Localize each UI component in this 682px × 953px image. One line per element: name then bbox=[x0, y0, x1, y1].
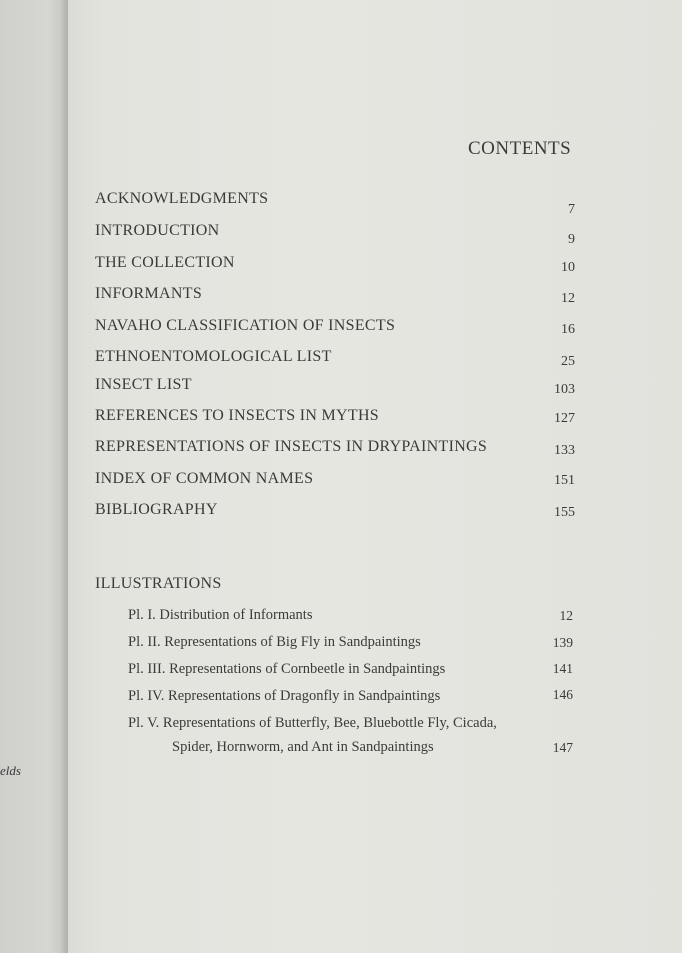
toc-entry-label: THE COLLECTION bbox=[95, 254, 235, 271]
toc-entry-label: REPRESENTATIONS OF INSECTS IN DRYPAINTINGS bbox=[95, 438, 488, 455]
toc-entry bbox=[95, 501, 575, 525]
illustration-label-continuation: Spider, Hornworm, and Ant in Sandpaintings bbox=[172, 739, 434, 755]
toc-entry bbox=[95, 190, 575, 217]
toc-entry-label: ETHNOENTOMOLOGICAL LIST bbox=[95, 348, 332, 365]
toc-entry-page: 127 bbox=[554, 411, 575, 426]
toc-entry-page: 151 bbox=[554, 473, 575, 488]
illustration-page: 12 bbox=[559, 608, 573, 623]
illustration-entry bbox=[128, 661, 573, 683]
toc-entry bbox=[95, 376, 575, 400]
toc-entry bbox=[95, 470, 575, 494]
illustration-page: 141 bbox=[552, 661, 573, 676]
toc-entry-page: 9 bbox=[568, 232, 575, 247]
illustration-label: Pl. IV. Representations of Dragonfly in Sandpaintings bbox=[128, 688, 441, 704]
toc-entry-label: REFERENCES TO INSECTS IN MYTHS bbox=[95, 407, 379, 424]
toc-entry-page: 16 bbox=[561, 322, 575, 337]
toc-entry-label: INDEX OF COMMON NAMES bbox=[95, 470, 314, 487]
illustration-label: Pl. I. Distribution of Informants bbox=[128, 607, 313, 623]
illustration-label: Pl. III. Representations of Cornbeetle in Sandpaintings bbox=[128, 661, 446, 677]
toc-entry bbox=[95, 254, 575, 278]
illustration-page: 146 bbox=[552, 687, 573, 702]
toc-entry bbox=[95, 348, 575, 372]
illustration-label: Pl. V. Representations of Butterfly, Bee, Bluebottle Fly, Cicada, bbox=[128, 715, 497, 731]
illustrations-heading: ILLUSTRATIONS bbox=[95, 575, 222, 592]
toc-entry bbox=[95, 407, 575, 431]
illustration-entry bbox=[128, 688, 573, 710]
illustration-page: 147 bbox=[552, 740, 573, 755]
illustration-entry bbox=[128, 607, 573, 629]
contents-heading: CONTENTS bbox=[468, 138, 572, 159]
toc-entry-page: 10 bbox=[561, 260, 575, 275]
toc-entry-label: INSECT LIST bbox=[95, 376, 192, 393]
toc-entry bbox=[95, 285, 575, 309]
illustration-label: Pl. II. Representations of Big Fly in Sandpaintings bbox=[128, 634, 421, 650]
toc-entry bbox=[95, 317, 575, 341]
toc-entry-label: NAVAHO CLASSIFICATION OF INSECTS bbox=[95, 317, 396, 334]
toc-entry-page: 133 bbox=[554, 443, 575, 458]
toc-entry-label: INTRODUCTION bbox=[95, 222, 220, 239]
toc-entry-label: ACKNOWLEDGMENTS bbox=[95, 190, 269, 207]
illustration-entry bbox=[128, 634, 573, 656]
toc-entry-page: 25 bbox=[561, 354, 575, 369]
toc-entry-page: 12 bbox=[561, 291, 575, 306]
toc-entry bbox=[95, 222, 575, 246]
toc-entry bbox=[95, 438, 575, 462]
left-page-edge bbox=[0, 0, 68, 953]
toc-entry-label: INFORMANTS bbox=[95, 285, 203, 302]
illustration-entry bbox=[128, 715, 573, 763]
toc-entry-page: 7 bbox=[568, 202, 575, 217]
toc-entry-page: 155 bbox=[554, 505, 575, 520]
toc-entry-label: BIBLIOGRAPHY bbox=[95, 501, 218, 518]
toc-entry-page: 103 bbox=[554, 382, 575, 397]
left-page-text-fragment: elds bbox=[0, 763, 21, 778]
illustration-page: 139 bbox=[552, 635, 573, 650]
